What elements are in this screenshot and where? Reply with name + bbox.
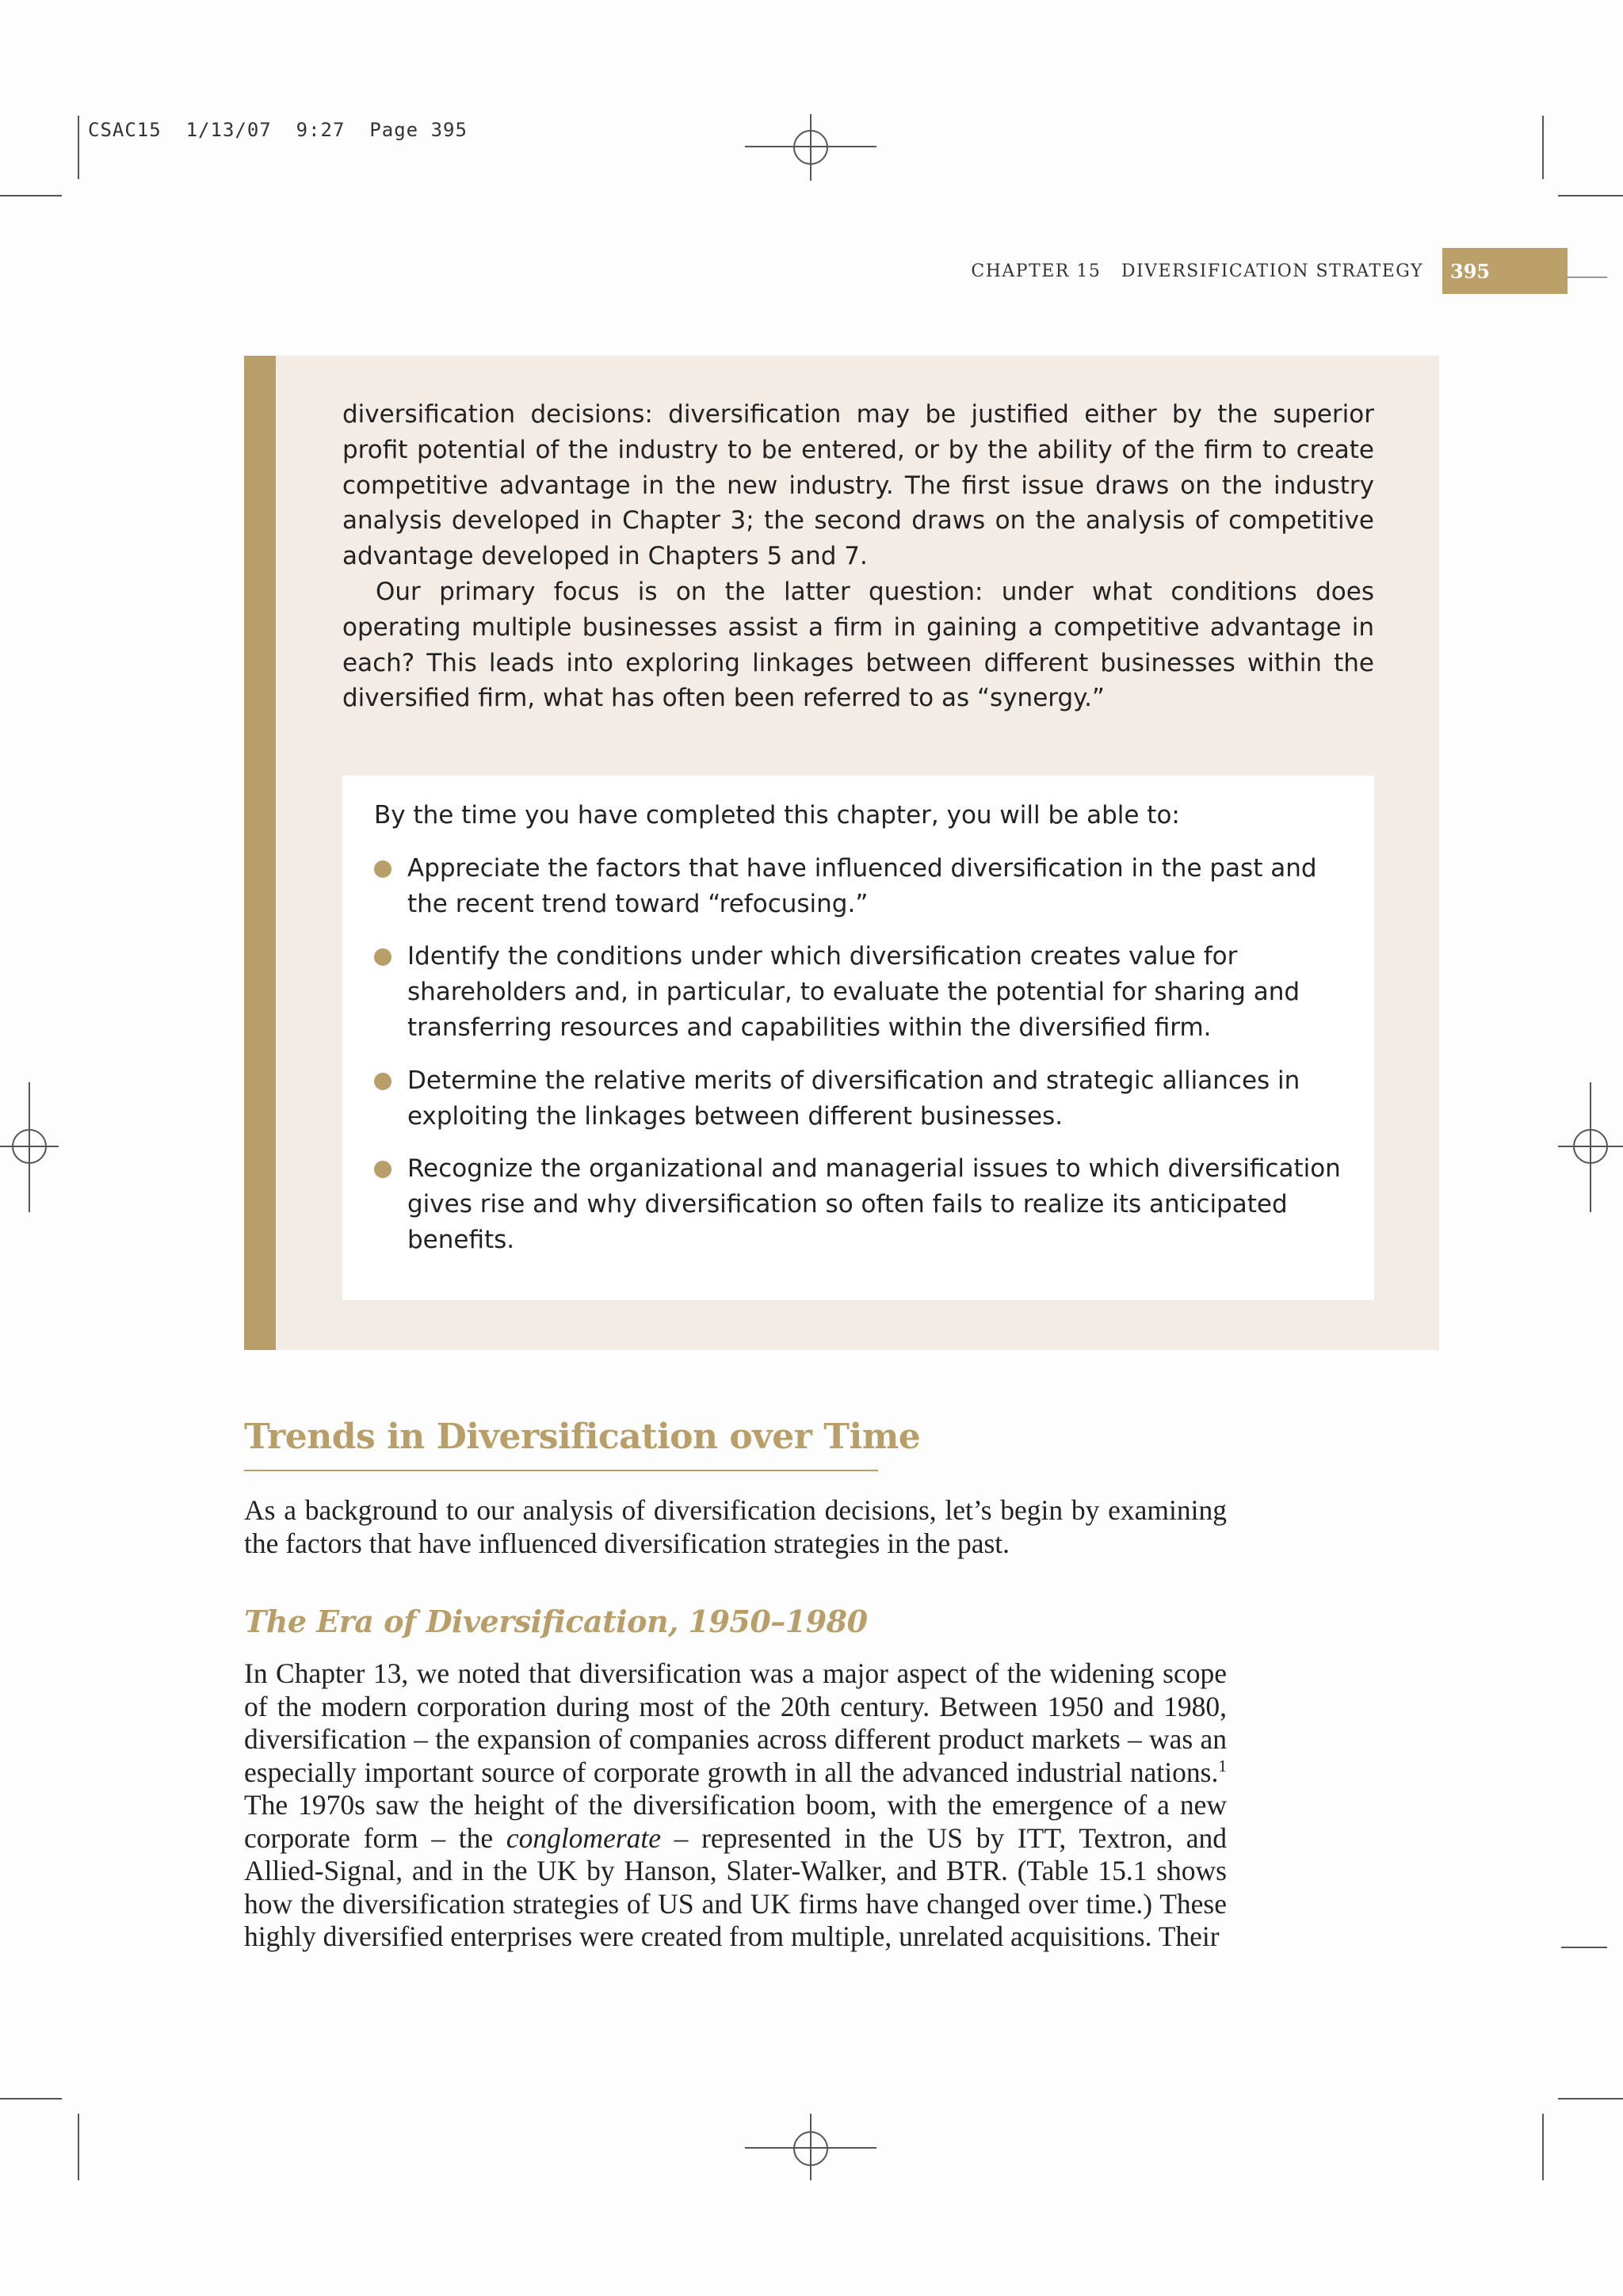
page-number: 395 — [1442, 248, 1568, 294]
section-body — [244, 1494, 1227, 1560]
body-text-run: In Chapter 13, we noted that diversification was a major aspect of the widening scope of the modern corporation during most of the 20th century. Between 1950 and 1980, diversification – the expansion of companies across different product markets – was an especially important source of corporate growth in all the advanced industrial nations. — [244, 1657, 1227, 1788]
registration-mark — [12, 1129, 47, 1164]
registration-mark — [793, 2131, 828, 2166]
accent-bar — [244, 356, 276, 1350]
objective-item — [374, 939, 1342, 1045]
bullet-icon — [374, 1161, 391, 1178]
objective-text: Appreciate the factors that have influenced diversification in the past and the recent trend toward “refocusing.” — [407, 853, 1317, 918]
section-heading-rule — [244, 1470, 878, 1471]
subsection-body — [244, 1657, 1227, 1954]
section-heading: Trends in Diversification over Time — [244, 1417, 921, 1457]
objective-item — [374, 851, 1342, 922]
bullet-icon — [374, 860, 391, 878]
intro-text — [342, 397, 1374, 716]
crop-mark — [1542, 116, 1544, 179]
chapter-intro-box — [244, 356, 1439, 1350]
page-tab-rule — [1568, 277, 1607, 278]
running-head: CHAPTER 15 DIVERSIFICATION STRATEGY — [971, 261, 1423, 281]
subsection-heading: The Era of Diversification, 1950–1980 — [244, 1604, 868, 1639]
objectives-list — [374, 851, 1342, 1258]
body-paragraph — [244, 1657, 1227, 1954]
intro-paragraph: Our primary focus is on the latter question: under what conditions does operating multiple businesses assist a firm in gaining a competitive advantage in each? This leads into exploring linkages between different businesses within the diversified firm, what has often been referred to as “synergy.” — [342, 577, 1374, 713]
objective-item — [374, 1063, 1342, 1135]
crop-mark — [0, 2098, 62, 2100]
crop-mark — [1558, 195, 1623, 196]
learning-objectives-box — [342, 776, 1374, 1300]
objective-text: Determine the relative merits of diversification and strategic alliances in exploiting the linkages between different businesses. — [407, 1066, 1300, 1131]
crop-mark — [78, 2114, 79, 2180]
body-paragraph: As a background to our analysis of diversification decisions, let’s begin by examining the factors that have influenced diversification strategies in the past. — [244, 1494, 1227, 1559]
body-text-run: – represented in the US by ITT, Textron, and Allied-Signal, and in the UK by Hanson, Slater-Walker, and BTR. (Table 15.1 shows how the diversification strategies of US and UK firms have changed over time.) These highly diversified enterprises were created from multiple, unrelated acquisitions. Their — [244, 1821, 1228, 1952]
bullet-icon — [374, 948, 391, 966]
intro-paragraph: diversification decisions: diversification may be justified either by the superior profit potential of the industry to be entered, or by the ability of the firm to create competitive advantage in the new industry. The first issue draws on the industry analysis developed in Chapter 3; the second draws on the analysis of competitive advantage developed in Chapters 5 and 7. — [342, 400, 1374, 571]
crop-mark — [1542, 2114, 1544, 2180]
objective-text: Recognize the organizational and managerial issues to which diversification gives rise and why diversification so often fails to realize its anticipated benefits. — [407, 1154, 1341, 1254]
objectives-lead: By the time you have completed this chapter, you will be able to: — [374, 801, 1180, 830]
printer-slug: CSAC15 1/13/07 9:27 Page 395 — [88, 119, 468, 141]
crop-mark — [1558, 2098, 1623, 2100]
registration-mark — [793, 130, 828, 165]
crop-mark — [78, 116, 79, 179]
emphasized-term: conglomerate — [506, 1821, 662, 1854]
objective-text: Identify the conditions under which diversification creates value for shareholders and, in particular, to evaluate the potential for sharing and transferring resources and capabilities within the diversified firm. — [407, 942, 1300, 1042]
bullet-icon — [374, 1073, 391, 1090]
footnote-marker: 1 — [1218, 1756, 1227, 1775]
registration-mark — [1573, 1129, 1608, 1164]
crop-mark — [0, 195, 62, 196]
crop-mark — [1561, 1947, 1607, 1948]
body-text-run: The 1970s saw the height of the diversification boom, with the emergence of a new corporate form – the — [244, 1789, 1227, 1854]
objective-item — [374, 1151, 1342, 1257]
